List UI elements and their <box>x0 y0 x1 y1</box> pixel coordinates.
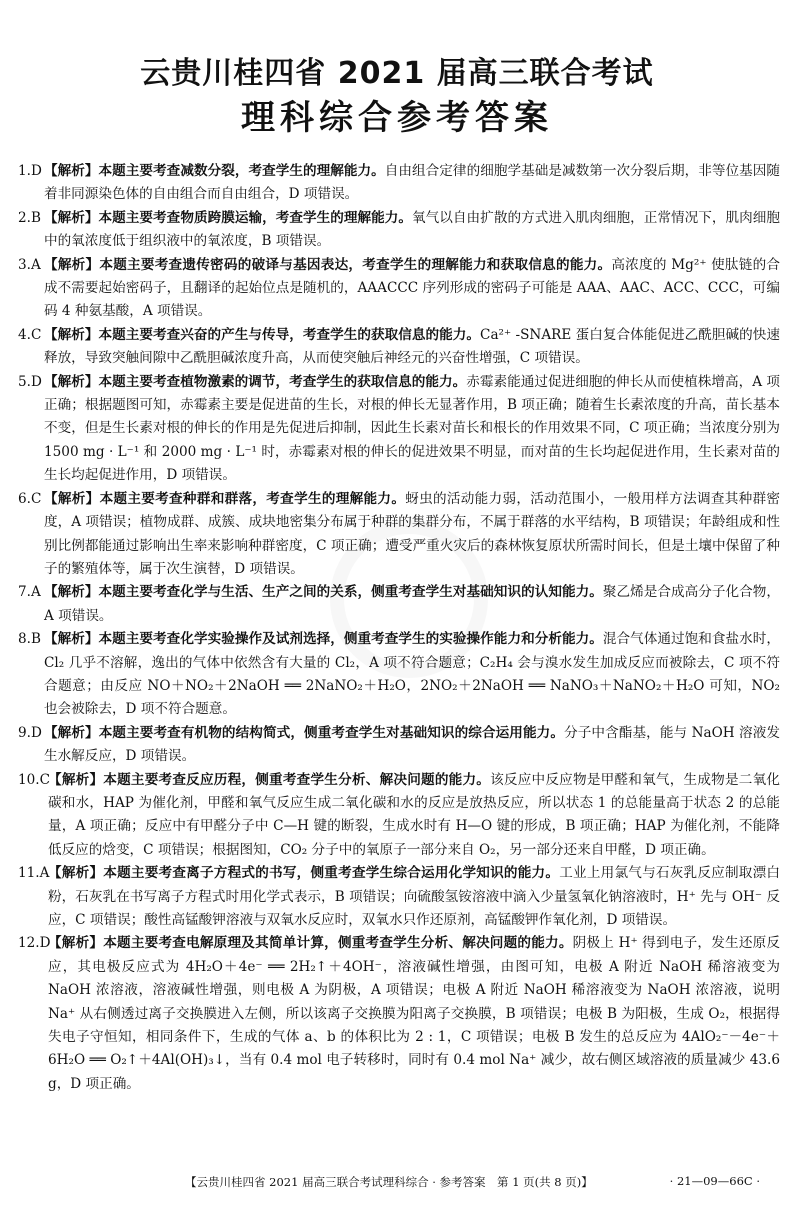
analysis-heading: 本题主要考查减数分裂，考查学生的理解能力。 <box>98 163 385 179</box>
footer-code: · 21—09—66C · <box>669 1174 760 1188</box>
analysis-body: 蚜虫的活动能力弱，活动范围小，一般用样方法调查其种群密度，A 项错误；植物成群、成簇、成块地密集分布属于种群的集群分布，不属于群落的水平结构，B 项错误；年龄组成和性别比例都能通过影响出生率来影响种群密度，C 项正确；遭受严重火灾后的森林恢复原状所需时间长，但是土壤中保留了种子的繁殖体等，属于次生演替，D 项错误。 <box>44 490 781 577</box>
analysis-body: 分子中含酯基，能与 NaOH 溶液发生水解反应，D 项错误。 <box>44 724 781 765</box>
answer-item <box>18 488 780 582</box>
analysis-heading: 本题主要考查遗传密码的破译与基因表达，考查学生的理解能力和获取信息的能力。 <box>99 256 612 273</box>
analysis-body: 赤霉素能通过促进细胞的伸长从而使植株增高，A 项正确；根据题图可知，赤霉素主要是促进苗的生长，对根的伸长无显著作用，B 项正确；随着生长素浓度的升高，苗长基本不变，但是生长素对根的伸长的作用是先促进后抑制，因此生长素对苗长和根长的作用效果不同，C 项正确；当浓度分别为 1500 mg · L⁻¹ 和 2000 mg · L⁻¹ 时，赤霉素对根的伸长的促进效果不明显，而对苗的生长均起促进作用，生长素对苗的生长均起促进作用，D 项错误。 <box>44 373 781 484</box>
document-title: 云贵川桂四省 2021 届高三联合考试 <box>140 56 654 91</box>
answer-item <box>18 160 780 207</box>
answer-number: 3.A <box>18 256 41 273</box>
analysis-body: 聚乙烯是合成高分子化合物，A 项错误。 <box>44 584 781 624</box>
analysis-body: 工业上用氯气与石灰乳反应制取漂白粉，石灰乳在书写离子方程式时用化学式表示，B 项错误；向硫酸氢铵溶液中滴入少量氢氧化钠溶液时，H⁺ 先与 OH⁻ 反应，C 项错误；酸性高锰酸钾溶液与双氧水反应时，双氧水只作还原剂，高锰酸钾作氧化剂，D 项错误。 <box>48 865 781 928</box>
answer-number: 7.A <box>18 584 41 601</box>
answer-number: 10.C <box>18 771 51 788</box>
answer-item <box>18 862 780 932</box>
analysis-tag: 【解析】 <box>44 163 99 179</box>
answer-number: 1.D <box>18 163 42 179</box>
analysis-heading: 本题主要考查离子方程式的书写，侧重考查学生综合运用化学知识的能力。 <box>103 865 560 882</box>
document-subtitle: 理科综合参考答案 <box>241 98 553 138</box>
answer-number: 4.C <box>18 326 42 343</box>
answer-number: 2.B <box>18 209 41 226</box>
analysis-tag: 【解析】 <box>44 373 99 390</box>
analysis-heading: 本题主要考查化学与生活、生产之间的关系，侧重考查学生对基础知识的认知能力。 <box>98 584 603 601</box>
analysis-heading: 本题主要考查物质跨膜运输，考查学生的理解能力。 <box>98 209 413 226</box>
analysis-body: Ca²⁺ -SNARE 蛋白复合体能促进乙酰胆碱的快速释放，导致突触间隙中乙酰胆碱浓度升高，从而使突触后神经元的兴奋性增强，C 项错误。 <box>44 326 781 367</box>
analysis-body: 自由组合定律的细胞学基础是减数第一次分裂后期，非等位基因随着非同源染色体的自由组合而自由组合，D 项错误。 <box>44 163 781 203</box>
analysis-tag: 【解析】 <box>44 724 99 741</box>
answer-number: 9.D <box>18 724 42 741</box>
analysis-tag: 【解析】 <box>48 865 104 882</box>
analysis-tag: 【解析】 <box>44 584 99 601</box>
answer-item <box>18 581 780 628</box>
analysis-heading: 本题主要考查种群和群落，考查学生的理解能力。 <box>99 490 406 507</box>
answer-list <box>18 160 780 1096</box>
analysis-body: 氧气以自由扩散的方式进入肌肉细胞，正常情况下，肌肉细胞中的氧浓度低于组织液中的氧浓度，B 项错误。 <box>44 209 781 250</box>
analysis-tag: 【解析】 <box>48 935 104 952</box>
answer-item <box>18 722 780 769</box>
analysis-body: 混合气体通过饱和食盐水时，Cl₂ 几乎不溶解，逸出的气体中依然含有大量的 Cl₂，A 项不符合题意；C₂H₄ 会与溴水发生加成反应而被除去，C 项不符合题意；由反应 NO＋NO₂＋2NaOH ══ 2NaNO₂＋H₂O，2NO₂＋2NaOH ══ NaNO₃＋NaNO₂＋H₂O 可知，NO₂ 也会被除去，D 项不符合题意。 <box>44 631 781 718</box>
analysis-heading: 本题主要考查化学实验操作及试剂选择，侧重考查学生的实验操作能力和分析能力。 <box>98 631 603 648</box>
answer-number: 12.D <box>18 935 51 952</box>
answer-number: 5.D <box>18 373 42 390</box>
analysis-tag: 【解析】 <box>44 490 100 507</box>
analysis-heading: 本题主要考查兴奋的产生与传导，考查学生的获取信息的能力。 <box>98 326 481 343</box>
answer-item <box>18 932 780 1096</box>
answer-number: 6.C <box>18 490 42 507</box>
analysis-heading: 本题主要考查有机物的结构简式，侧重考查学生对基础知识的综合运用能力。 <box>98 724 565 741</box>
analysis-tag: 【解析】 <box>48 771 104 788</box>
analysis-tag: 【解析】 <box>44 209 99 226</box>
analysis-body: 高浓度的 Mg²⁺ 使肽链的合成不需要起始密码子，且翻译的起始位点是随机的，AAACCC 序列形成的密码子可能是 AAA、AAC、ACC、CCC，可编码 4 种氨基酸，A 项错误。 <box>44 256 781 320</box>
analysis-tag: 【解析】 <box>44 256 100 273</box>
analysis-tag: 【解析】 <box>44 631 99 648</box>
answer-item <box>18 254 780 324</box>
answer-item <box>18 371 780 488</box>
answer-item <box>18 207 780 254</box>
answer-number: 11.A <box>18 865 50 882</box>
analysis-heading: 本题主要考查电解原理及其简单计算，侧重考查学生分析、解决问题的能力。 <box>103 935 573 952</box>
analysis-heading: 本题主要考查反应历程，侧重考查学生分析、解决问题的能力。 <box>103 771 491 788</box>
footer-info: 【云贵川桂四省 2021 届高三联合考试理科综合 · 参考答案 第 1 页(共 8 页)】 <box>185 1175 593 1189</box>
answer-item <box>18 769 780 863</box>
answer-number: 8.B <box>18 631 41 648</box>
analysis-heading: 本题主要考查植物激素的调节，考查学生的获取信息的能力。 <box>98 373 467 390</box>
analysis-body: 阴极上 H⁺ 得到电子，发生还原反应，其电极反应式为 4H₂O＋4e⁻ ══ 2H₂↑＋4OH⁻，溶液碱性增强，由图可知，电极 A 附近 NaOH 稀溶液变为 NaOH 浓溶液，溶液碱性增强，则电极 A 为阴极，A 项错误；电极 A 附近 NaOH 稀溶液变为 NaOH 浓溶液，说明 Na⁺ 从右侧透过离子交换膜进入左侧，所以该离子交换膜为阳离子交换膜，B 项错误；电极 B 为阳极，生成 O₂，根据得失电子守恒知，相同条件下，生成的气体 a、b 的体积比为 2 : 1，C 项错误；电极 B 发生的总反应为 4AlO₂⁻－4e⁻＋6H₂O ══ O₂↑＋4Al(OH)₃↓，当有 0.4 mol 电子转移时，同时有 0.4 mol Na⁺ 减少，故右侧区域溶液的质量减少 43.6 g，D 项正确。 <box>48 935 781 1092</box>
analysis-body: 该反应中反应物是甲醛和氧气，生成物是二氧化碳和水，HAP 为催化剂，甲醛和氧气反应生成二氧化碳和水的反应是放热反应，所以状态 1 的总能量高于状态 2 的总能量，A 项正确；反应中有甲醛分子中 C—H 键的断裂，生成水时有 H—O 键的形成，B 项正确；HAP 为催化剂，不能降低反应的焓变，C 项错误；根据图知，CO₂ 分子中的氧原子一部分来自 O₂，另一部分还来自甲醛，D 项正确。 <box>48 771 781 858</box>
answer-item <box>18 628 780 722</box>
answer-item <box>18 324 780 371</box>
analysis-tag: 【解析】 <box>44 326 99 343</box>
